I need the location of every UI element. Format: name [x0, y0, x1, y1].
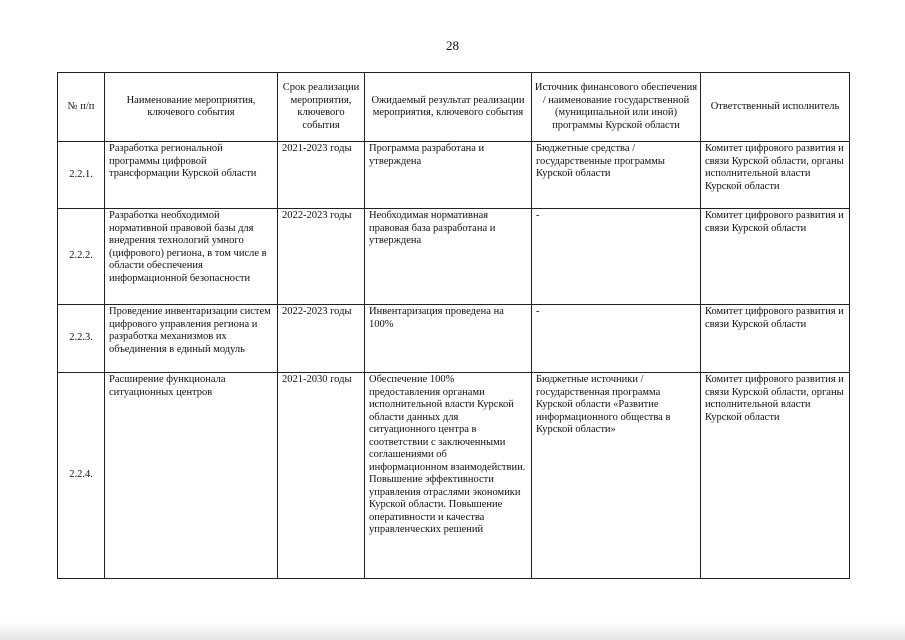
row-executor: Комитет цифрового развития и связи Курской области, органы исполнительной власти Курской области: [701, 373, 850, 579]
row-funding-source: -: [532, 305, 701, 373]
table-row: [58, 305, 850, 373]
table-row: [58, 209, 850, 305]
events-table: [57, 72, 850, 579]
table-row: [58, 373, 850, 579]
table-row: [58, 142, 850, 209]
row-event-name: Расширение функционала ситуационных центров: [105, 373, 278, 579]
row-expected-result: Необходимая нормативная правовая база разработана и утверждена: [365, 209, 532, 305]
row-executor: Комитет цифрового развития и связи Курской области: [701, 305, 850, 373]
header-executor: Ответственный исполнитель: [701, 73, 850, 142]
page-number: 28: [446, 38, 459, 53]
row-term: 2022-2023 годы: [278, 305, 365, 373]
row-event-name: Проведение инвентаризации систем цифрового управления региона и разработка механизмов их объединения в единый модуль: [105, 305, 278, 373]
row-term: 2022-2023 годы: [278, 209, 365, 305]
header-expected-result: Ожидаемый результат реализации мероприятия, ключевого события: [365, 73, 532, 142]
row-executor: Комитет цифрового развития и связи Курской области: [701, 209, 850, 305]
row-funding-source: Бюджетные источники / государственная программа Курской области «Развитие информационного общества в Курской области»: [532, 373, 701, 579]
row-expected-result: Программа разработана и утверждена: [365, 142, 532, 209]
row-number: 2.2.2.: [58, 209, 105, 305]
header-funding-source: Источник финансового обеспечения / наименование государственной (муниципальной или иной) программы Курской области: [532, 73, 701, 142]
row-funding-source: Бюджетные средства / государственные программы Курской области: [532, 142, 701, 209]
row-number: 2.2.3.: [58, 305, 105, 373]
row-number: 2.2.1.: [58, 142, 105, 209]
row-term: 2021-2030 годы: [278, 373, 365, 579]
row-executor: Комитет цифрового развития и связи Курской области, органы исполнительной власти Курской области: [701, 142, 850, 209]
scan-shadow: [0, 622, 905, 640]
row-number: 2.2.4.: [58, 373, 105, 579]
header-event-name: Наименование мероприятия, ключевого события: [105, 73, 278, 142]
row-event-name: Разработка региональной программы цифровой трансформации Курской области: [105, 142, 278, 209]
row-funding-source: -: [532, 209, 701, 305]
header-term: Срок реализации мероприятия, ключевого события: [278, 73, 365, 142]
row-term: 2021-2023 годы: [278, 142, 365, 209]
table-header-row: [58, 73, 850, 142]
row-expected-result: Обеспечение 100% предоставления органами исполнительной власти Курской области данных для ситуационного центра в соответствии с заключенными соглашениями об информационном взаимодействии. Повышение эффективности управления отраслями экономики Курской области. Повышение оперативности и качества управленческих решений: [365, 373, 532, 579]
header-number: № п/п: [58, 73, 105, 142]
row-event-name: Разработка необходимой нормативной правовой базы для внедрения технологий умного (цифрового) региона, в том числе в области обеспечения информационной безопасности: [105, 209, 278, 305]
row-expected-result: Инвентаризация проведена на 100%: [365, 305, 532, 373]
